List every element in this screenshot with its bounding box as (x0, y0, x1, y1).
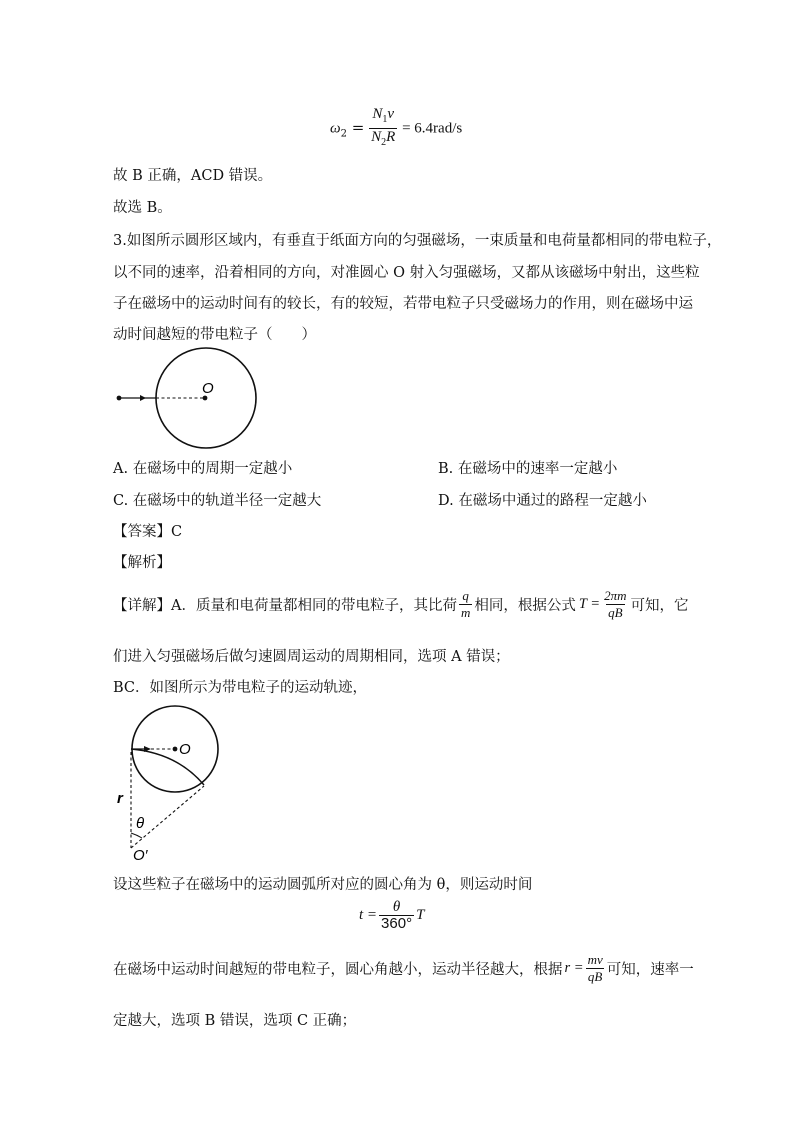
charge-ratio-fraction (459, 588, 472, 621)
question-3-line-1: 3.如图所示圆形区域内，有垂直于纸面方向的匀强磁场，一束质量和电荷量都相同的带电粒子， (113, 233, 722, 249)
answer-label: 【答案】 (113, 524, 171, 540)
radius-text-a: 在磁场中运动时间越短的带电粒子，圆心角越小，运动半径越大，根据 (113, 962, 563, 978)
option-b: B. 在磁场中的速率一定越小 (438, 461, 618, 477)
option-c: C. 在磁场中的轨道半径一定越大 (113, 493, 322, 509)
detail-line-3: BC．如图所示为带电粒子的运动轨迹， (113, 680, 368, 696)
detail-text-c: 可知，它 (630, 598, 689, 614)
center-label: O (202, 380, 214, 397)
detail-line-2: 们进入匀强磁场后做匀速圆周运动的周期相同，选项 A 错误； (113, 649, 510, 665)
numerator-n: N (372, 106, 383, 122)
figure-2-trajectory (110, 700, 230, 868)
time-denominator: 360° (381, 915, 413, 932)
trajectory-arc (131, 749, 204, 785)
answer-line (113, 520, 182, 541)
period-lhs: T = (578, 596, 601, 612)
arrow-head (140, 395, 146, 401)
numerator-v: v (387, 106, 395, 122)
option-d: D. 在磁场中通过的路程一定越小 (438, 493, 647, 509)
omega-formula (330, 106, 462, 151)
figure-1-magnetic-field (110, 345, 270, 455)
question-3-line-2: 以不同的速率，沿着相同的方向，对准圆心 O 射入匀强磁场，又都从该磁场中射出，这些粒 (113, 265, 700, 281)
center-dot-2 (173, 747, 178, 752)
omega-fraction (369, 106, 397, 151)
angle-label: θ (136, 815, 145, 832)
omega-subscript: 2 (340, 128, 347, 140)
text-line-1: 故 B 正确，ACD 错误。 (113, 168, 273, 184)
denominator-r: R (386, 129, 396, 145)
radius-denominator: qB (587, 969, 603, 984)
after-figure-line-3: 定越大，选项 B 错误，选项 C 正确； (113, 1013, 357, 1029)
period-fraction (602, 588, 628, 621)
denominator-sub: 2 (381, 137, 387, 148)
denominator-n: N (371, 129, 382, 145)
radius-fraction (586, 952, 605, 985)
ratio-denominator: m (460, 605, 471, 620)
time-lhs: t = (359, 907, 378, 923)
origin-label: O′ (133, 847, 148, 864)
question-3-line-4: 动时间越短的带电粒子（ ） (113, 327, 316, 343)
detail-label: 【详解】 (113, 598, 171, 614)
option-a: A. 在磁场中的周期一定越小 (113, 461, 293, 477)
time-numerator: θ (392, 899, 401, 915)
center-label-2: O (179, 741, 191, 758)
after-figure-line-2 (113, 952, 694, 985)
radius-label: r (117, 790, 123, 807)
time-formula (359, 899, 424, 932)
numerator-sub: 1 (382, 114, 388, 125)
detail-text-a: A．质量和电荷量都相同的带电粒子，其比荷 (171, 598, 457, 614)
radius-text-b: 可知，速率一 (606, 962, 694, 978)
time-fraction (379, 899, 414, 932)
question-3-line-3: 子在磁场中的运动时间有的较长，有的较短，若带电粒子只受磁场力的作用，则在磁场中运 (113, 296, 693, 312)
radius-numerator: mv (587, 952, 603, 967)
answer-value: C (171, 524, 183, 540)
text-line-2: 故选 B。 (113, 200, 172, 216)
period-numerator: 2πm (604, 588, 627, 603)
equals-sign: = (351, 118, 365, 137)
radius-lhs: r = (564, 960, 584, 976)
time-period-symbol: T (416, 907, 425, 923)
angle-arc (131, 833, 142, 838)
omega-value: = 6.4rad/s (402, 120, 463, 137)
detail-text-b: 相同，根据公式 (474, 598, 576, 614)
ratio-numerator: q (462, 588, 469, 603)
period-denominator: qB (608, 605, 623, 620)
after-figure-line-1: 设这些粒子在磁场中的运动圆弧所对应的圆心角为 θ，则运动时间 (113, 877, 533, 893)
analysis-label: 【解析】 (113, 555, 171, 571)
omega-symbol: ω (330, 120, 341, 137)
detail-line-1 (113, 588, 689, 621)
